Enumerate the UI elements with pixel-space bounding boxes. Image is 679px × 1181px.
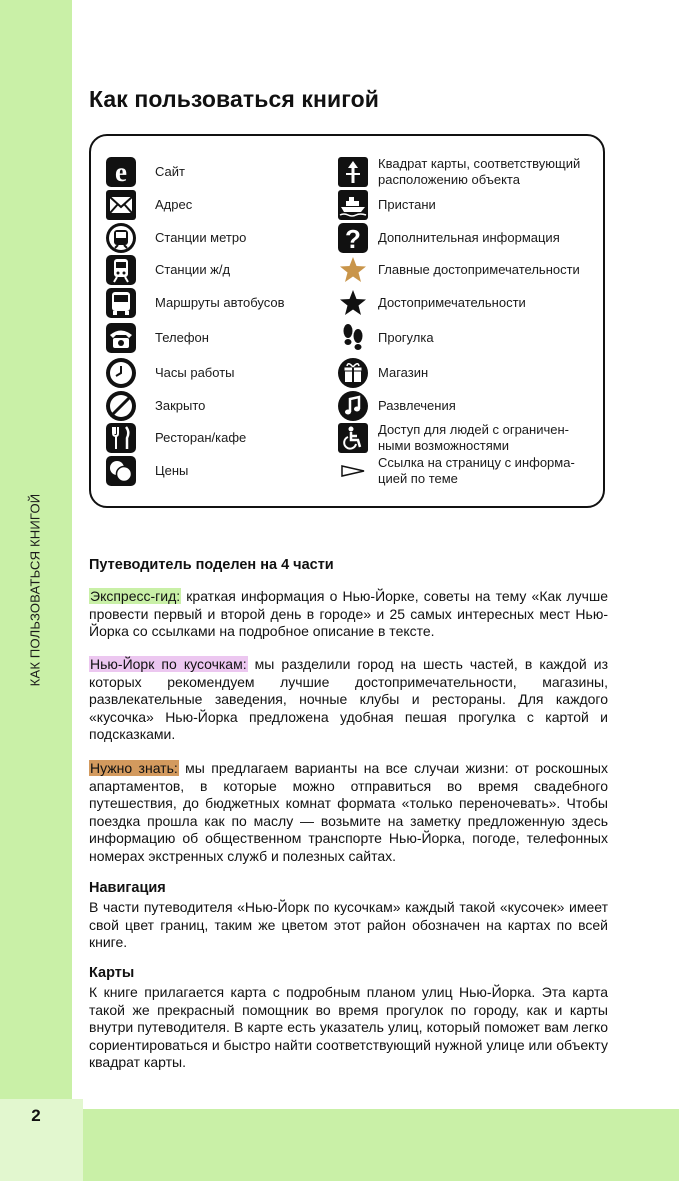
wheelchair-icon — [337, 422, 369, 454]
legend-item: Пристани — [337, 189, 595, 221]
legend-item: Ресторан/кафе — [105, 422, 335, 454]
telephone-icon — [105, 322, 137, 354]
map-arrow-icon — [337, 156, 369, 188]
paragraph-express-guide — [89, 588, 608, 641]
clock-icon — [105, 357, 137, 389]
music-note-icon — [337, 390, 369, 422]
subheading-maps: Карты — [89, 965, 135, 981]
highlight-label-know: Нужно знать: — [90, 760, 178, 776]
legend-item: Закрыто — [105, 390, 335, 422]
closed-icon — [105, 390, 137, 422]
legend-item: Главные достопримечательности — [337, 254, 595, 286]
bottom-color-band — [83, 1109, 679, 1181]
footprints-icon — [337, 322, 369, 354]
legend-item: Телефон — [105, 322, 335, 354]
paragraph-text: мы предлагаем варианты на все случаи жизни: от роскошных апартаментов, в которые можно отправиться во время свадебного путешествия, до бюджетных комнат формата «только переночевать». Чтобы поездка прошла как по маслу — возьмите на заметку предложенную здесь информацию об общественном транспорте Нью-Йорка, погоде, телефонных номерах экстренных служб и полезных сайтах. — [89, 760, 608, 864]
legend-item: ? Дополнительная информация — [337, 222, 595, 254]
question-icon — [337, 222, 369, 254]
svg-text:?: ? — [345, 224, 361, 254]
black-star-icon — [337, 287, 369, 319]
paragraph-navigation: В части путеводителя «Нью-Йорк по кусочкам» каждый такой «кусочек» имеет свой цвет границ, таким же цветом этот район обозначен на картах по всей книге. — [89, 899, 608, 951]
legend-item: Прогулка — [337, 322, 595, 354]
legend-item: Квадрат карты, соответствующий расположению объекта — [337, 156, 595, 188]
gold-star-icon — [337, 254, 369, 286]
metro-train-icon — [105, 222, 137, 254]
envelope-icon — [105, 189, 137, 221]
legend-item: Маршруты автобусов — [105, 287, 335, 319]
subheading-navigation: Навигация — [89, 880, 166, 896]
page-ref-arrow-icon — [337, 455, 369, 487]
legend-item: Адрес — [105, 189, 335, 221]
fork-knife-icon — [105, 422, 137, 454]
paragraph-new-york-pieces — [89, 656, 608, 744]
coins-icon — [105, 455, 137, 487]
icon-legend-box — [89, 134, 605, 508]
ship-icon — [337, 189, 369, 221]
page-title: Как пользоваться книгой — [89, 86, 379, 112]
bus-icon — [105, 287, 137, 319]
legend-item: Станции ж/д — [105, 254, 335, 286]
svg-text:e: e — [115, 157, 127, 187]
legend-item: Станции метро — [105, 222, 335, 254]
legend-item: Развлечения — [337, 390, 595, 422]
paragraph-need-to-know — [89, 760, 608, 866]
paragraph-text: мы разделили город на шесть частей, в каждой из которых рекомендуем лучшие достопримечательности, магазины, развлекательные заведения, ночные клубы и рестораны. Для каждого «кусочка» Нью-Йорка предложена удобная пешая прогулка с картой и подсказками. — [89, 656, 608, 743]
gift-icon — [337, 357, 369, 389]
highlight-label-express: Экспресс-гид: — [90, 588, 181, 604]
paragraph-text: краткая информация о Нью-Йорке, советы на тему «Как лучше провести первый и второй день в городе» и 25 самых интересных мест Нью-Йорка со ссылками на подробное описание в тексте. — [89, 588, 608, 640]
e-website-icon — [105, 156, 137, 188]
vertical-section-label: КАК ПОЛЬЗОВАТЬСЯ КНИГОЙ — [27, 493, 43, 687]
legend-item: Ссылка на страницу с информа-цией по теме — [337, 455, 595, 487]
legend-item: e Сайт — [105, 156, 335, 188]
legend-item: Часы работы — [105, 357, 335, 389]
railway-train-icon — [105, 254, 137, 286]
legend-item: Доступ для людей с ограничен-ными возможностями — [337, 422, 595, 454]
legend-item: Достопримечательности — [337, 287, 595, 319]
highlight-label-pieces: Нью-Йорк по кусочкам: — [90, 656, 247, 672]
page-number: 2 — [31, 1106, 41, 1125]
section-heading-guide-parts: Путеводитель поделен на 4 части — [89, 557, 334, 573]
paragraph-maps: К книге прилагается карта с подробным планом улиц Нью-Йорка. Эта карта такой же прекрасный помощник во время прогулок по городу, как и карты внутри путеводителя. В карте есть указатель улиц, который поможет вам легко сориентироваться и быстро найти соответствующий нужной улице или объекту квадрат карты. — [89, 984, 608, 1071]
legend-item: Цены — [105, 455, 335, 487]
legend-item: Магазин — [337, 357, 595, 389]
